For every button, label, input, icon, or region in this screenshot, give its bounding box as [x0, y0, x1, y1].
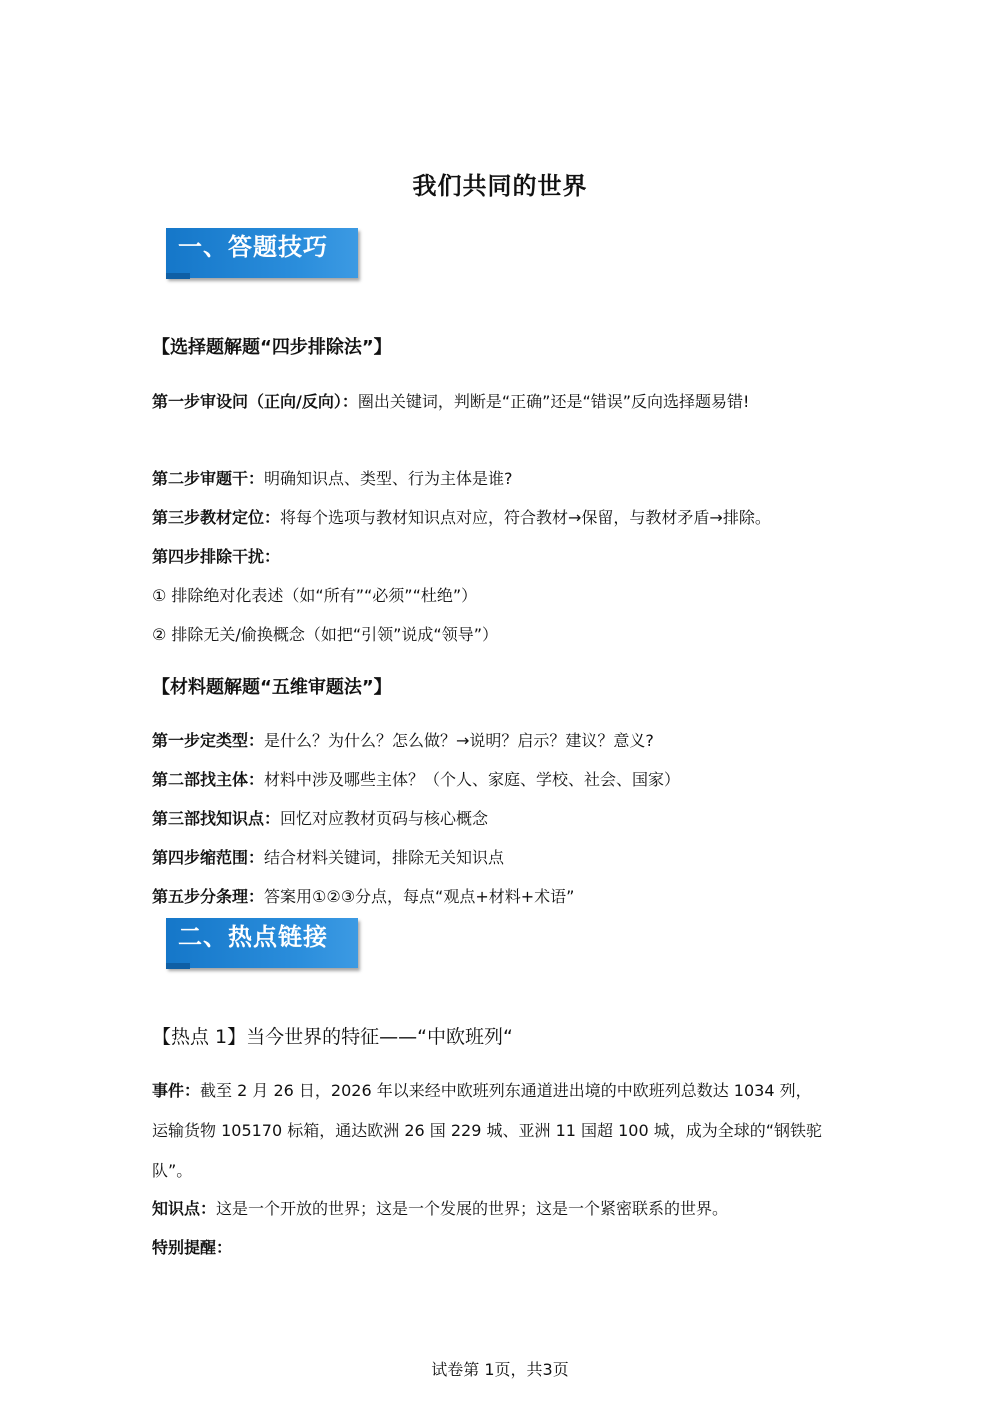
section-banner-hotspots: [166, 918, 358, 968]
material-method-heading: 【材料题解题“五维审题法”】: [152, 677, 392, 698]
material-step-2: [152, 767, 680, 790]
step-text: 回忆对应教材页码与核心概念: [280, 809, 489, 828]
step-label: 第一步定类型：: [152, 731, 265, 750]
choice-step-1: [152, 389, 749, 412]
special-reminder: [152, 1235, 232, 1258]
reminder-label: 特别提醒：: [152, 1238, 233, 1257]
page-footer: 试卷第 1页，共3页: [431, 1360, 569, 1379]
choice-step-3: [152, 505, 771, 528]
step-text: 将每个选项与教材知识点对应，符合教材→保留，与教材矛盾→排除。: [280, 508, 771, 527]
event-line-1: [152, 1078, 812, 1101]
material-step-5: [152, 884, 574, 907]
step-label: 第二步审题干：: [152, 469, 265, 488]
step-label: 第五步分条理：: [152, 887, 265, 906]
section-banner-label: 二、热点链接: [178, 922, 328, 951]
material-step-1: [152, 728, 654, 751]
exclusion-item-1: ① 排除绝对化表述（如“所有”“必须”“杜绝”）: [152, 586, 478, 605]
event-line-2: 运输货物 105170 标箱，通达欧洲 26 国 229 城、亚洲 11 国超 100 城，成为全球的“钢铁驼: [152, 1121, 823, 1140]
choice-step-2: [152, 466, 513, 489]
exclusion-item-2: ② 排除无关/偷换概念（如把“引领”说成“领导”）: [152, 625, 498, 644]
step-text: 材料中涉及哪些主体？（个人、家庭、学校、社会、国家）: [264, 770, 681, 789]
banner-notch: [166, 273, 190, 279]
step-label: 第四步排除干扰：: [152, 547, 281, 566]
step-label: 第二部找主体：: [152, 770, 265, 789]
knowledge-text: 这是一个开放的世界；这是一个发展的世界；这是一个紧密联系的世界。: [216, 1199, 729, 1218]
section-banner-label: 一、答题技巧: [178, 232, 328, 261]
section-banner-answer-tips: [166, 228, 358, 278]
step-label: 第三部找知识点：: [152, 809, 281, 828]
material-step-3: [152, 806, 488, 829]
event-line-3: 队”。: [152, 1161, 193, 1180]
hotspot-title: 【热点 1】当今世界的特征——“中欧班列“: [152, 1026, 513, 1048]
step-text: 是什么？为什么？怎么做？→说明？启示？建议？意义?: [264, 731, 654, 750]
step-label: 第三步教材定位：: [152, 508, 281, 527]
step-label: 第四步缩范围：: [152, 848, 265, 867]
material-step-4: [152, 845, 504, 868]
choice-method-heading: 【选择题解题“四步排除法”】: [152, 337, 392, 358]
page-title: 我们共同的世界: [412, 172, 588, 200]
event-text: 截至 2 月 26 日，2026 年以来经中欧班列东通道进出境的中欧班列总数达 1034 列，: [200, 1081, 812, 1100]
step-text: 结合材料关键词，排除无关知识点: [264, 848, 505, 867]
step-text: 圈出关键词，判断是“正确”还是“错误”反向选择题易错!: [357, 392, 750, 411]
knowledge-point: [152, 1196, 728, 1219]
step-label: 第一步审设问（正向/反向）：: [152, 392, 358, 411]
step-text: 明确知识点、类型、行为主体是谁?: [264, 469, 513, 488]
choice-step-4: [152, 544, 280, 567]
banner-notch: [166, 963, 190, 969]
event-label: 事件：: [152, 1081, 201, 1100]
step-text: 答案用①②③分点，每点“观点+材料+术语”: [264, 887, 575, 906]
knowledge-label: 知识点：: [152, 1199, 217, 1218]
